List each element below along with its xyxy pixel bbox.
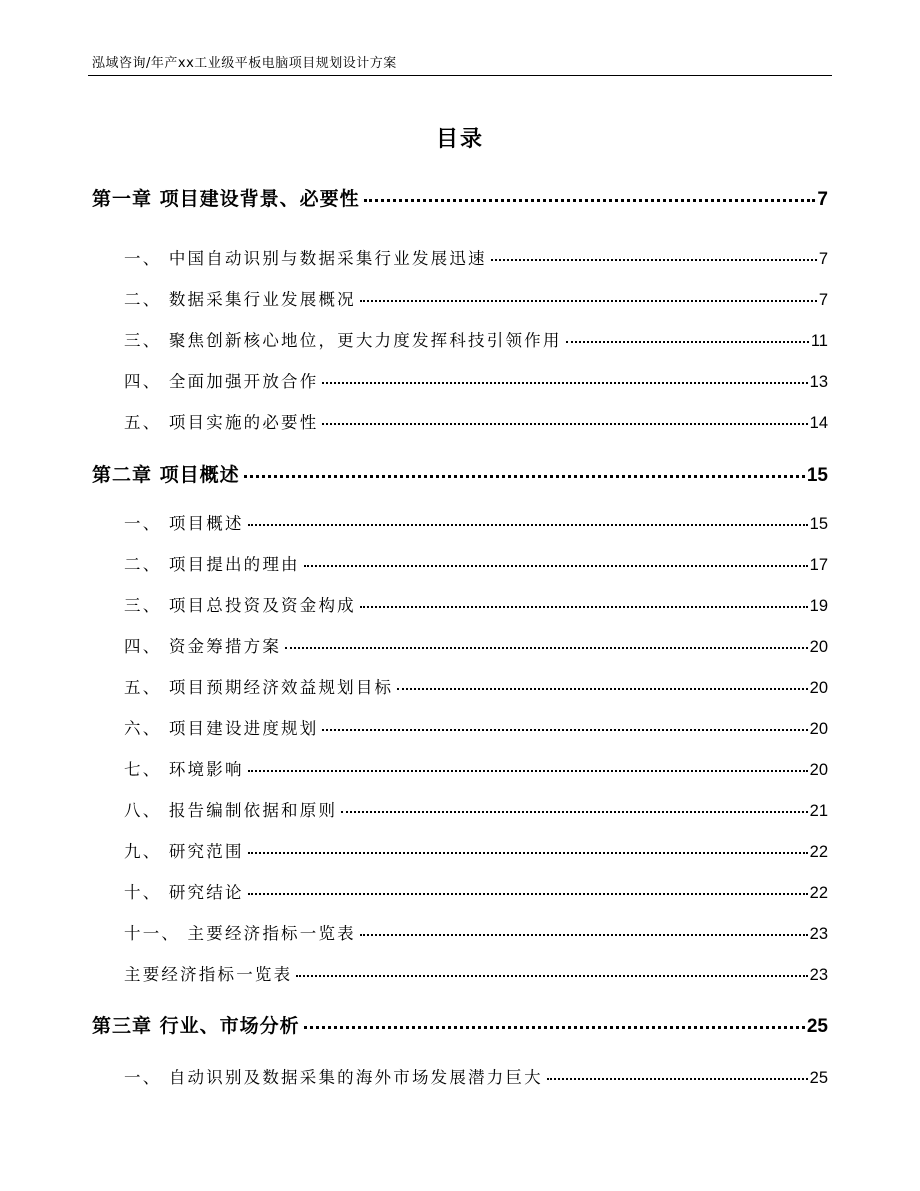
toc-entry-section[interactable] <box>124 838 828 862</box>
toc-entry-page: 22 <box>809 884 828 902</box>
toc-entry-page: 14 <box>809 414 828 432</box>
toc-entry-label: 五、 项目实施的必要性 <box>124 413 319 432</box>
toc-entry-label: 二、 数据采集行业发展概况 <box>124 290 356 309</box>
toc-entry-page: 23 <box>809 966 828 984</box>
toc-entry-page: 20 <box>809 761 828 779</box>
toc-entry-section[interactable] <box>124 961 828 985</box>
toc-leader-dots <box>341 811 807 813</box>
toc-entry-label: 三、 聚焦创新核心地位，更大力度发挥科技引领作用 <box>124 331 562 350</box>
toc-entry-page: 7 <box>817 189 828 210</box>
toc-entry-section[interactable] <box>124 245 828 269</box>
toc-entry-page: 22 <box>809 843 828 861</box>
toc-entry-section[interactable] <box>124 920 828 944</box>
toc-entry-section[interactable] <box>124 510 828 534</box>
toc-entry-label: 十、 研究结论 <box>124 883 244 902</box>
toc-leader-dots <box>322 382 807 384</box>
toc-entry-label: 一、 项目概述 <box>124 514 244 533</box>
toc-entry-section[interactable] <box>124 674 828 698</box>
toc-entry-page: 19 <box>809 597 828 615</box>
toc-entry-page: 7 <box>818 291 828 309</box>
toc-entry-page: 25 <box>806 1016 828 1037</box>
toc-leader-dots <box>248 770 808 772</box>
toc-entry-page: 21 <box>809 802 828 820</box>
toc-leader-dots <box>296 975 807 977</box>
toc-leader-dots <box>364 199 816 202</box>
toc-entry-page: 7 <box>818 250 828 268</box>
toc-leader-dots <box>491 259 817 261</box>
toc-entry-chapter[interactable] <box>92 460 828 487</box>
toc-entry-label: 八、 报告编制依据和原则 <box>124 801 338 820</box>
toc-entry-page: 25 <box>809 1069 828 1087</box>
toc-entry-section[interactable] <box>124 797 828 821</box>
toc-leader-dots <box>360 606 808 608</box>
toc-leader-dots <box>566 341 809 343</box>
toc-entry-page: 15 <box>809 515 828 533</box>
toc-entry-label: 十一、 主要经济指标一览表 <box>124 924 356 943</box>
toc-leader-dots <box>248 524 808 526</box>
toc-entry-label: 第三章 行业、市场分析 <box>92 1015 300 1037</box>
header-divider <box>88 75 832 76</box>
toc-entry-label: 五、 项目预期经济效益规划目标 <box>124 678 394 697</box>
toc-entry-page: 17 <box>809 556 828 574</box>
toc-leader-dots <box>304 1026 805 1029</box>
toc-leader-dots <box>360 934 808 936</box>
toc-entry-label: 四、 全面加强开放合作 <box>124 372 319 391</box>
toc-entry-label: 六、 项目建设进度规划 <box>124 719 319 738</box>
toc-entry-label: 三、 项目总投资及资金构成 <box>124 596 356 615</box>
toc-entry-section[interactable] <box>124 756 828 780</box>
toc-entry-chapter[interactable] <box>92 1011 828 1038</box>
toc-entry-page: 11 <box>810 332 828 350</box>
toc-leader-dots <box>397 688 807 690</box>
toc-entry-page: 20 <box>809 638 828 656</box>
toc-leader-dots <box>304 565 808 567</box>
toc-leader-dots <box>248 852 808 854</box>
toc-entry-label: 四、 资金筹措方案 <box>124 637 282 656</box>
toc-entry-section[interactable] <box>124 551 828 575</box>
toc-entry-page: 20 <box>809 720 828 738</box>
toc-entry-label: 一、 中国自动识别与数据采集行业发展迅速 <box>124 249 487 268</box>
toc-entry-page: 13 <box>809 373 828 391</box>
header-text: 泓域咨询/年产xx工业级平板电脑项目规划设计方案 <box>92 56 397 71</box>
toc-entry-section[interactable] <box>124 1064 828 1088</box>
toc-entry-label: 第一章 项目建设背景、必要性 <box>92 188 360 210</box>
toc-entry-label: 二、 项目提出的理由 <box>124 555 300 574</box>
toc-entry-section[interactable] <box>124 327 828 351</box>
toc-entry-section[interactable] <box>124 409 828 433</box>
toc-leader-dots <box>285 647 808 649</box>
toc-entry-page: 20 <box>809 679 828 697</box>
toc-entry-section[interactable] <box>124 368 828 392</box>
toc-entry-section[interactable] <box>124 592 828 616</box>
toc-entry-section[interactable] <box>124 715 828 739</box>
toc-leader-dots <box>322 423 807 425</box>
toc-leader-dots <box>547 1078 808 1080</box>
toc-entry-label: 一、 自动识别及数据采集的海外市场发展潜力巨大 <box>124 1068 543 1087</box>
toc-entry-section[interactable] <box>124 879 828 903</box>
toc-leader-dots <box>322 729 807 731</box>
toc-leader-dots <box>360 300 817 302</box>
toc-entry-label: 九、 研究范围 <box>124 842 244 861</box>
toc-entry-page: 23 <box>809 925 828 943</box>
toc-leader-dots <box>248 893 808 895</box>
toc-entry-label: 主要经济指标一览表 <box>124 965 293 984</box>
toc-entry-section[interactable] <box>124 633 828 657</box>
toc-entry-label: 七、 环境影响 <box>124 760 244 779</box>
toc-title: 目录 <box>435 127 484 152</box>
toc-entry-section[interactable] <box>124 286 828 310</box>
toc-leader-dots <box>244 475 805 478</box>
toc-entry-label: 第二章 项目概述 <box>92 464 240 486</box>
toc-entry-chapter[interactable] <box>92 184 828 211</box>
toc-entry-page: 15 <box>806 465 828 486</box>
